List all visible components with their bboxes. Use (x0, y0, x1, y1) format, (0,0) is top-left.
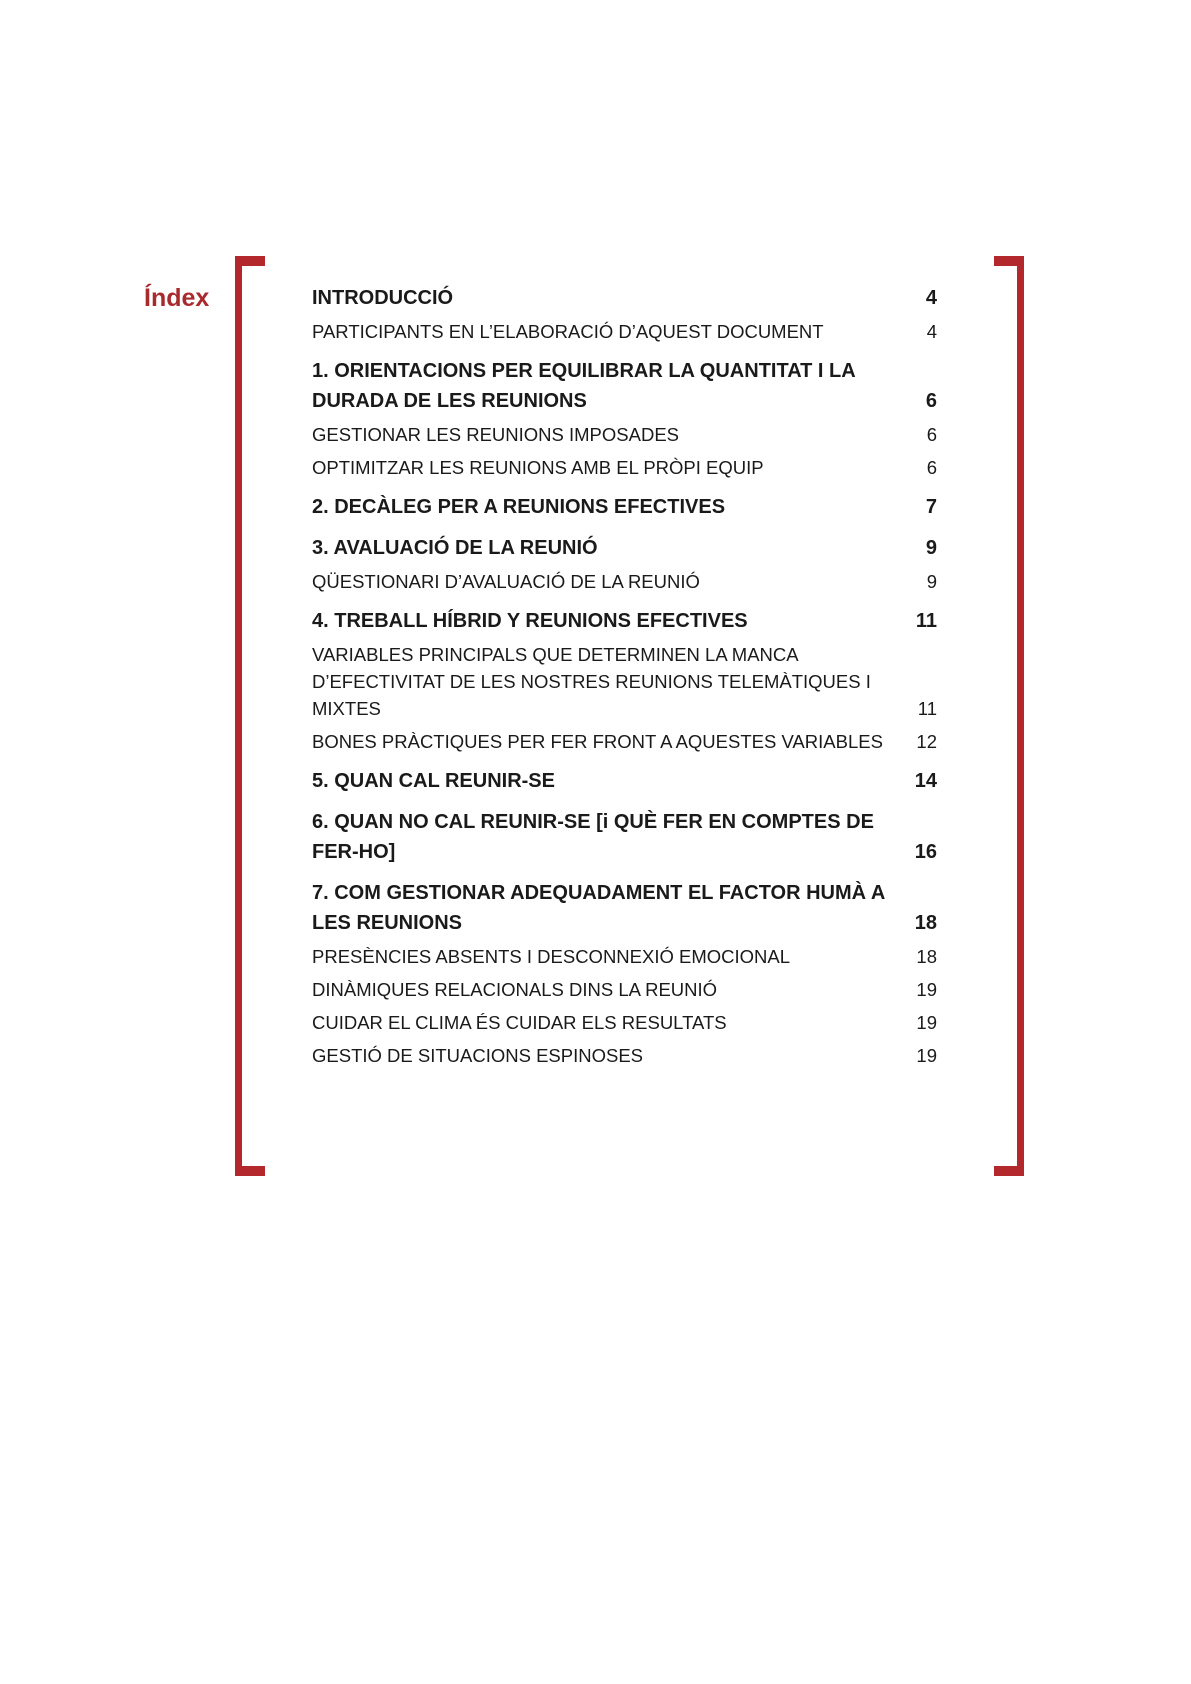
toc-entry-page: 6 (926, 457, 937, 478)
toc-entry[interactable] (312, 1042, 937, 1069)
toc-entry[interactable] (312, 318, 937, 345)
toc-entry[interactable] (312, 1009, 937, 1036)
toc-entry-page: 4 (926, 321, 937, 342)
toc-entry[interactable] (312, 533, 937, 563)
toc-entry-title: BONES PRÀCTIQUES PER FER FRONT A AQUESTES VARIABLES (312, 731, 883, 752)
toc-entry-page: 18 (914, 912, 937, 934)
toc-entry[interactable] (312, 421, 937, 448)
toc-entry-title: CUIDAR EL CLIMA ÉS CUIDAR ELS RESULTATS (312, 1012, 727, 1033)
toc-entry-page: 11 (915, 610, 937, 632)
toc-entry-title: 1. ORIENTACIONS PER EQUILIBRAR LA QUANTITAT I LA DURADA DE LES REUNIONS (312, 360, 855, 412)
toc-entry[interactable] (312, 568, 937, 595)
toc-entry[interactable] (312, 454, 937, 481)
left-bracket-decoration (235, 256, 265, 1176)
toc-entry[interactable] (312, 807, 937, 867)
toc-entry-title: PRESÈNCIES ABSENTS I DESCONNEXIÓ EMOCIONAL (312, 946, 791, 967)
toc-entry-title: 5. QUAN CAL REUNIR-SE (312, 770, 555, 792)
toc-entry-title: 6. QUAN NO CAL REUNIR-SE [i QUÈ FER EN COMPTES DE FER-HO] (312, 811, 874, 863)
toc-entry-page: 16 (914, 841, 937, 863)
toc-entry[interactable] (312, 492, 937, 522)
toc-entry-page: 19 (916, 979, 937, 1000)
toc-entry[interactable] (312, 641, 937, 722)
toc-entry-page: 6 (926, 424, 937, 445)
toc-entry-title: GESTIÓ DE SITUACIONS ESPINOSES (312, 1045, 644, 1066)
toc-entry-page: 11 (917, 698, 937, 719)
toc-entry-title: VARIABLES PRINCIPALS QUE DETERMINEN LA MANCA D’EFECTIVITAT DE LES NOSTRES REUNIONS TELEMÀTIQUES I MIXTES (312, 644, 871, 719)
right-bracket-decoration (994, 256, 1024, 1176)
toc-entry-title: GESTIONAR LES REUNIONS IMPOSADES (312, 424, 679, 445)
toc-entry[interactable] (312, 283, 937, 313)
toc-entry-page: 6 (925, 390, 937, 412)
toc-entry-title: PARTICIPANTS EN L’ELABORACIÓ D’AQUEST DOCUMENT (312, 321, 824, 342)
toc-entry-title: DINÀMIQUES RELACIONALS DINS LA REUNIÓ (312, 979, 718, 1000)
toc-entry-title: 3. AVALUACIÓ DE LA REUNIÓ (312, 537, 598, 559)
toc-entry[interactable] (312, 943, 937, 970)
toc-entry-title: 7. COM GESTIONAR ADEQUADAMENT EL FACTOR HUMÀ A LES REUNIONS (312, 882, 885, 934)
toc-entry-page: 19 (916, 1012, 937, 1033)
toc-entry-title: 2. DECÀLEG PER A REUNIONS EFECTIVES (312, 496, 726, 518)
toc-entry-page: 18 (916, 946, 937, 967)
toc-entry[interactable] (312, 606, 937, 636)
toc-entry-title: INTRODUCCIÓ (312, 287, 454, 309)
toc-entry-page: 19 (916, 1045, 937, 1066)
table-of-contents (312, 283, 937, 1075)
toc-entry-title: 4. TREBALL HÍBRID Y REUNIONS EFECTIVES (312, 610, 748, 632)
toc-entry-title: QÜESTIONARI D’AVALUACIÓ DE LA REUNIÓ (312, 571, 700, 592)
toc-entry-page: 7 (925, 496, 937, 518)
toc-entry[interactable] (312, 976, 937, 1003)
toc-entry-page: 4 (925, 287, 937, 309)
toc-entry[interactable] (312, 356, 937, 416)
toc-entry-page: 9 (925, 537, 937, 559)
toc-entry-title: OPTIMITZAR LES REUNIONS AMB EL PRÒPI EQUIP (312, 457, 764, 478)
index-heading: Índex (144, 284, 210, 312)
toc-entry[interactable] (312, 878, 937, 938)
toc-entry-page: 9 (926, 571, 937, 592)
toc-entry-page: 12 (916, 731, 937, 752)
toc-entry[interactable] (312, 766, 937, 796)
toc-entry-page: 14 (914, 770, 937, 792)
toc-entry[interactable] (312, 728, 937, 755)
